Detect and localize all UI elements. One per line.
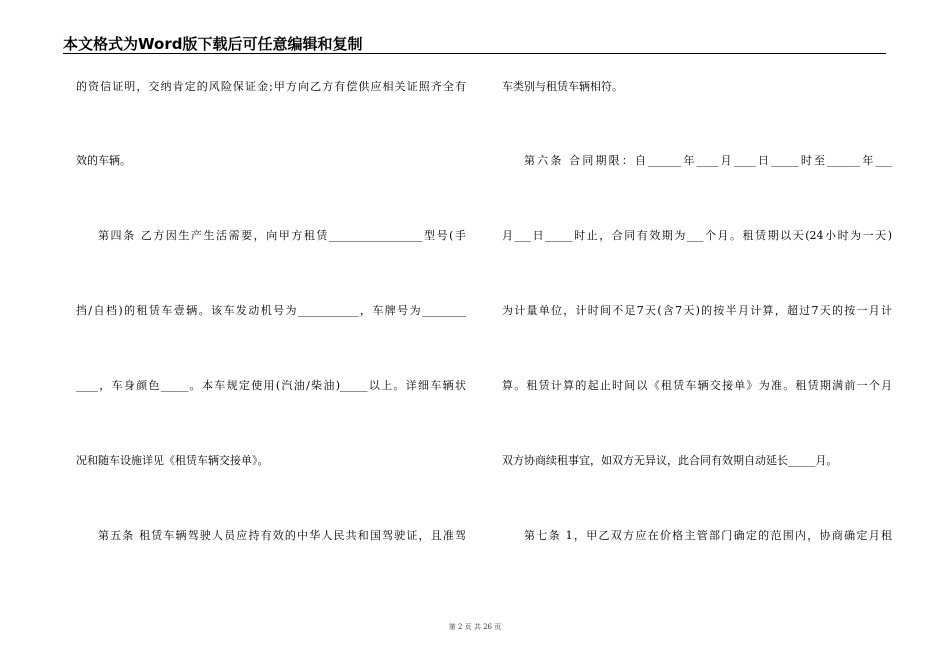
paragraph-line: 的资信证明，交纳肯定的风险保证金;甲方向乙方有偿供应相关证照齐全有 xyxy=(76,80,466,93)
article-4-line: 第四条 乙方因生产生活需要，向甲方租赁_________________型号(手 xyxy=(98,229,466,242)
paragraph-line: 况和随车设施详见《租赁车辆交接单》。 xyxy=(76,454,269,467)
paragraph-line: 算。租赁计算的起止时间以《租赁车辆交接单》为准。租赁期满前一个月 xyxy=(502,379,892,392)
paragraph-line: 为计量单位，计时间不足7天(含7天)的按半月计算，超过7天的按一月计 xyxy=(502,304,892,317)
paragraph-line: 效的车辆。 xyxy=(76,154,131,167)
paragraph-line: 月___日_____时止，合同有效期为___个月。租赁期以天(24小时为一天) xyxy=(502,229,892,242)
article-5-line: 第五条 租赁车辆驾驶人员应持有效的中华人民共和国驾驶证，且准驾 xyxy=(98,529,466,542)
header-divider xyxy=(63,53,886,54)
paragraph-line: 双方协商续租事宜，如双方无异议，此合同有效期自动延长_____月。 xyxy=(502,454,838,467)
paragraph-line: 车类别与租赁车辆相符。 xyxy=(502,80,623,93)
paragraph-line: ____，车身颜色_____。本车规定使用(汽油/柴油)_____以上。详细车辆状 xyxy=(76,379,466,392)
article-7-line: 第七条 1，甲乙双方应在价格主管部门确定的范围内，协商确定月租 xyxy=(524,529,892,542)
article-6-line: 第六条 合同期限：自______年____月____日_____时至______年___ xyxy=(524,154,892,167)
paragraph-line: 挡/自档)的租赁车壹辆。该车发动机号为___________，车牌号为________ xyxy=(76,304,466,317)
page-number-footer: 第 2 页 共 26 页 xyxy=(448,623,502,631)
document-header-title: 本文格式为Word版下载后可任意编辑和复制 xyxy=(63,35,363,53)
